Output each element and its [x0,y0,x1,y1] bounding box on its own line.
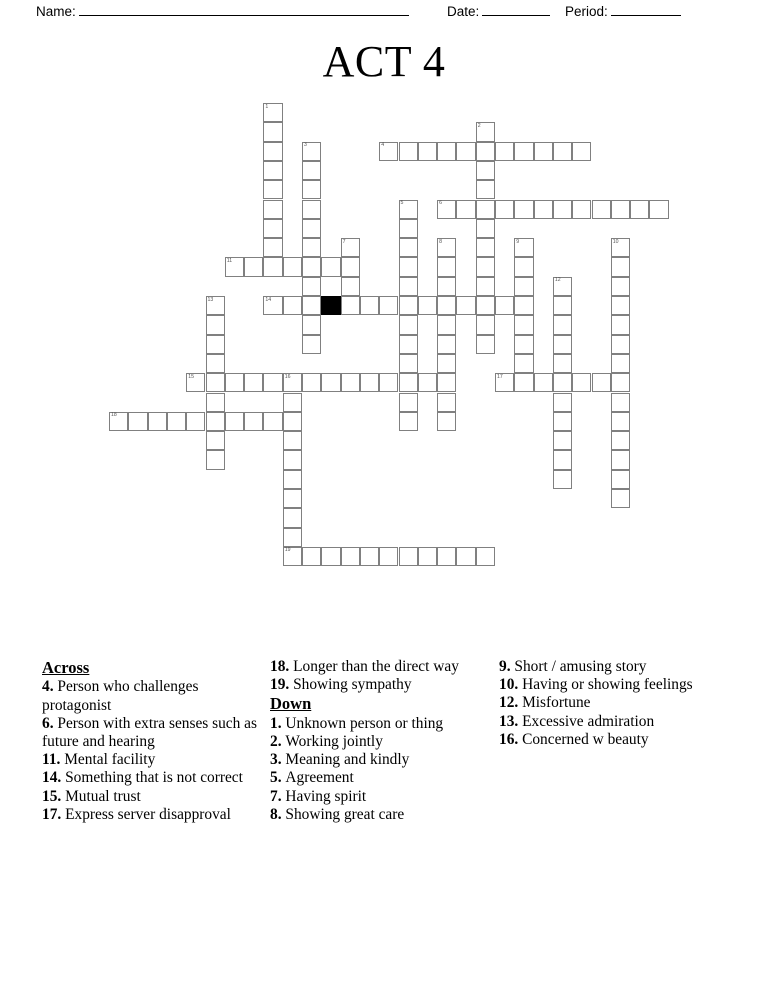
grid-clue-number: 8 [439,238,442,245]
grid-cell[interactable] [514,296,533,315]
grid-cell[interactable] [592,373,611,392]
name-label: Name: [36,4,76,19]
clue-number: 14. [42,769,66,787]
grid-cell[interactable] [399,412,418,431]
grid-cell[interactable] [476,122,495,141]
grid-cell[interactable] [399,393,418,412]
grid-cell[interactable] [321,373,340,392]
grid-cell[interactable] [476,277,495,296]
grid-clue-number: 14 [265,296,272,303]
grid-cell[interactable] [302,219,321,238]
clue-text: Short / amusing story [514,658,647,675]
grid-cell[interactable] [302,200,321,219]
clue-number: 6. [42,714,58,732]
grid-cell[interactable] [399,315,418,334]
grid-cell[interactable] [341,257,360,276]
clue-number: 16. [499,730,523,748]
grid-cell[interactable] [514,238,533,257]
grid-cell[interactable] [611,296,630,315]
grid-cell[interactable] [302,315,321,334]
grid-cell[interactable] [302,142,321,161]
grid-cell[interactable] [206,335,225,354]
grid-cell[interactable] [553,373,572,392]
grid-cell[interactable] [437,335,456,354]
grid-clue-number: 6 [439,200,442,206]
grid-cell[interactable] [399,296,418,315]
grid-cell[interactable] [399,142,418,161]
clue-item [42,715,264,751]
grid-cell[interactable] [476,238,495,257]
grid-cell[interactable] [437,412,456,431]
clue-text: Misfortune [522,694,591,712]
grid-cell[interactable] [611,450,630,469]
grid-cell[interactable] [553,431,572,450]
page-title: ACT 4 [322,37,446,86]
clue-item [270,769,485,787]
grid-cell[interactable] [186,412,205,431]
clue-number: 18. [270,658,294,675]
grid-cell[interactable] [418,547,437,566]
grid-cell[interactable] [534,200,553,219]
grid-cell[interactable] [456,142,475,161]
grid-cell[interactable] [437,277,456,296]
grid-cell[interactable] [283,257,302,276]
grid-cell[interactable] [302,335,321,354]
grid-cell[interactable] [302,161,321,180]
grid-cell[interactable] [611,354,630,373]
grid-cell[interactable] [476,219,495,238]
grid-cell[interactable] [437,393,456,412]
grid-cell[interactable] [534,373,553,392]
grid-cell[interactable] [456,547,475,566]
grid-cell[interactable] [206,393,225,412]
clue-item [42,751,264,769]
grid-cell[interactable] [476,315,495,334]
grid-cell[interactable] [283,393,302,412]
grid-cell[interactable] [514,257,533,276]
grid-clue-number: 15 [188,373,194,380]
grid-cell[interactable] [572,373,591,392]
grid-cell[interactable] [553,354,572,373]
grid-cell[interactable] [283,431,302,450]
grid-cell[interactable] [437,373,456,392]
grid-cell[interactable] [476,547,495,566]
grid-cell[interactable] [476,200,495,219]
clue-item [270,658,485,676]
clue-number: 2. [270,732,286,750]
clue-item [499,658,724,676]
grid-cell[interactable] [476,257,495,276]
grid-cell[interactable] [206,412,225,431]
grid-cell[interactable] [244,412,263,431]
grid-cell[interactable] [263,142,282,161]
grid-cell[interactable] [283,547,302,566]
grid-cell[interactable] [399,257,418,276]
grid-cell[interactable] [418,296,437,315]
grid-cell[interactable] [611,277,630,296]
clue-text: Person with extra senses such as future and hearing [42,714,258,750]
grid-cell[interactable] [592,200,611,219]
grid-cell[interactable] [148,412,167,431]
grid-clue-number: 1 [265,103,269,110]
clue-text: Showing great care [285,805,405,823]
grid-clue-number: 10 [612,238,619,245]
grid-cell[interactable] [283,373,302,392]
clue-text: Agreement [285,769,354,787]
grid-cell[interactable] [167,412,186,431]
grid-clue-number: 12 [554,277,561,284]
grid-cell[interactable] [514,277,533,296]
clue-item [270,788,485,806]
grid-clue-number: 18 [111,412,117,419]
grid-cell[interactable] [206,354,225,373]
grid-cell[interactable] [321,547,340,566]
grid-cell[interactable] [514,315,533,334]
grid-cell[interactable] [379,373,398,392]
grid-cell[interactable] [263,103,282,122]
grid-cell[interactable] [553,315,572,334]
clue-item [42,769,264,787]
clue-number: 15. [42,787,66,805]
grid-cell[interactable] [186,373,205,392]
grid-cell[interactable] [263,412,282,431]
grid-cell[interactable] [611,412,630,431]
grid-cell[interactable] [360,547,379,566]
clues-column-1 [42,658,264,824]
grid-clue-number: 5 [400,200,404,206]
grid-clue-number: 9 [516,238,520,245]
grid-cell[interactable] [399,547,418,566]
grid-cell[interactable] [611,257,630,276]
clue-number: 5. [270,769,286,787]
grid-cell[interactable] [263,296,282,315]
grid-cell[interactable] [263,122,282,141]
grid-cell[interactable] [437,296,456,315]
grid-cell[interactable] [206,431,225,450]
clue-number: 11. [42,751,65,769]
clue-number: 19. [270,676,294,694]
grid-cell[interactable] [263,257,282,276]
grid-cell[interactable] [553,412,572,431]
grid-cell[interactable] [302,296,321,315]
grid-cell[interactable] [553,200,572,219]
clue-item [270,715,485,733]
grid-cell[interactable] [611,489,630,508]
grid-cell[interactable] [437,315,456,334]
grid-cell[interactable] [456,200,475,219]
grid-cell[interactable] [263,238,282,257]
grid-cell[interactable] [302,547,321,566]
clue-number: 1. [270,714,286,732]
clue-text: Person who challenges protagonist [42,678,199,714]
grid-cell[interactable] [206,373,225,392]
grid-clue-number: 16 [284,373,291,380]
grid-cell[interactable] [553,393,572,412]
grid-clue-number: 13 [207,296,214,303]
grid-cell[interactable] [437,142,456,161]
grid-cell[interactable] [109,412,128,431]
grid-cell[interactable] [514,335,533,354]
clue-text: Unknown person or thing [285,714,444,732]
grid-cell[interactable] [379,547,398,566]
grid-cell[interactable] [630,200,649,219]
clue-number: 9. [499,658,515,675]
grid-cell[interactable] [283,489,302,508]
grid-cell[interactable] [611,238,630,257]
clue-text: Mutual trust [65,787,141,805]
grid-cell[interactable] [283,528,302,547]
grid-cell[interactable] [283,296,302,315]
grid-cell[interactable] [495,142,514,161]
clue-text: Something that is not correct [65,769,243,787]
clue-text: Having spirit [285,787,367,805]
grid-cell[interactable] [341,277,360,296]
clues-column-3 [499,658,724,749]
grid-cell[interactable] [302,373,321,392]
grid-cell[interactable] [514,200,533,219]
grid-block-cell [321,296,340,315]
clue-number: 4. [42,678,58,696]
grid-cell[interactable] [611,431,630,450]
grid-cell[interactable] [206,450,225,469]
grid-clue-number: 17 [497,373,503,380]
grid-cell[interactable] [611,315,630,334]
clue-text: Meaning and kindly [285,751,410,769]
grid-cell[interactable] [495,200,514,219]
grid-cell[interactable] [399,219,418,238]
grid-cell[interactable] [283,450,302,469]
grid-cell[interactable] [476,180,495,199]
grid-cell[interactable] [244,373,263,392]
clue-number: 3. [270,751,286,769]
clue-text: Longer than the direct way [293,658,459,675]
grid-clue-number: 11 [226,257,233,264]
grid-cell[interactable] [263,180,282,199]
grid-cell[interactable] [611,470,630,489]
clue-text: Having or showing feelings [522,676,693,694]
grid-cell[interactable] [476,335,495,354]
grid-clue-number: 3 [304,142,307,149]
grid-cell[interactable] [399,354,418,373]
grid-cell[interactable] [302,238,321,257]
grid-cell[interactable] [514,142,533,161]
clues-section [42,658,732,928]
grid-cell[interactable] [399,335,418,354]
clue-text: Express server disapproval [65,805,231,823]
grid-cell[interactable] [456,296,475,315]
grid-cell[interactable] [379,296,398,315]
grid-cell[interactable] [302,180,321,199]
clue-number: 17. [42,805,66,823]
grid-cell[interactable] [225,373,244,392]
grid-cell[interactable] [534,142,553,161]
grid-cell[interactable] [341,547,360,566]
grid-cell[interactable] [321,257,340,276]
grid-cell[interactable] [225,257,244,276]
clue-item [499,676,724,694]
grid-cell[interactable] [418,373,437,392]
clue-item [270,676,485,694]
grid-cell[interactable] [437,257,456,276]
grid-clue-number: 7 [342,238,346,245]
grid-cell[interactable] [206,315,225,334]
grid-cell[interactable] [553,277,572,296]
across-heading: Across [42,658,90,677]
grid-cell[interactable] [244,257,263,276]
grid-cell[interactable] [437,200,456,219]
grid-cell[interactable] [302,277,321,296]
clue-item [499,731,724,749]
grid-cell[interactable] [283,470,302,489]
grid-cell[interactable] [437,354,456,373]
clue-item [499,694,724,712]
grid-cell[interactable] [341,373,360,392]
grid-cell[interactable] [399,200,418,219]
grid-cell[interactable] [263,161,282,180]
clue-number: 13. [499,712,523,730]
clue-item [270,751,485,769]
grid-cell[interactable] [553,296,572,315]
grid-cell[interactable] [476,142,495,161]
period-label: Period: [565,4,608,19]
clue-number: 8. [270,805,286,823]
grid-cell[interactable] [611,373,630,392]
clue-text: Excessive admiration [522,712,655,730]
grid-cell[interactable] [302,257,321,276]
clue-number: 7. [270,787,286,805]
grid-cell[interactable] [437,238,456,257]
grid-cell[interactable] [553,450,572,469]
grid-cell[interactable] [476,161,495,180]
grid-cell[interactable] [437,547,456,566]
grid-cell[interactable] [128,412,147,431]
clue-item [42,678,264,714]
grid-clue-number: 19 [284,547,291,554]
clue-number: 10. [499,676,523,694]
grid-cell[interactable] [263,200,282,219]
grid-cell[interactable] [360,373,379,392]
grid-cell[interactable] [611,200,630,219]
grid-cell[interactable] [495,373,514,392]
grid-cell[interactable] [649,200,668,219]
grid-cell[interactable] [283,508,302,527]
grid-cell[interactable] [514,373,533,392]
grid-cell[interactable] [553,335,572,354]
grid-cell[interactable] [283,412,302,431]
clue-number: 12. [499,694,523,712]
clue-item [270,806,485,824]
grid-cell[interactable] [341,238,360,257]
grid-cell[interactable] [399,373,418,392]
down-heading: Down [270,694,312,714]
grid-clue-number: 2 [477,122,481,129]
grid-cell[interactable] [341,296,360,315]
grid-cell[interactable] [225,412,244,431]
grid-cell[interactable] [572,142,591,161]
grid-cell[interactable] [572,200,591,219]
clues-column-2 [270,658,485,824]
grid-cell[interactable] [360,296,379,315]
grid-cell[interactable] [379,142,398,161]
clue-text: Showing sympathy [293,676,412,694]
grid-cell[interactable] [399,277,418,296]
grid-cell[interactable] [611,393,630,412]
grid-cell[interactable] [476,296,495,315]
clue-item [42,806,264,824]
grid-cell[interactable] [263,219,282,238]
grid-cell[interactable] [611,335,630,354]
grid-cell[interactable] [553,142,572,161]
clue-item [499,713,724,731]
clue-text: Mental facility [64,751,156,769]
date-label: Date: [447,4,480,19]
clue-text: Working jointly [285,732,383,750]
grid-cell[interactable] [206,296,225,315]
grid-cell[interactable] [553,470,572,489]
grid-cell[interactable] [263,373,282,392]
clue-text: Concerned w beauty [522,730,649,748]
clue-item [270,733,485,751]
grid-cell[interactable] [495,296,514,315]
grid-cell[interactable] [418,142,437,161]
grid-clue-number: 4 [381,142,385,149]
grid-cell[interactable] [514,354,533,373]
grid-cell[interactable] [399,238,418,257]
clue-item [42,788,264,806]
